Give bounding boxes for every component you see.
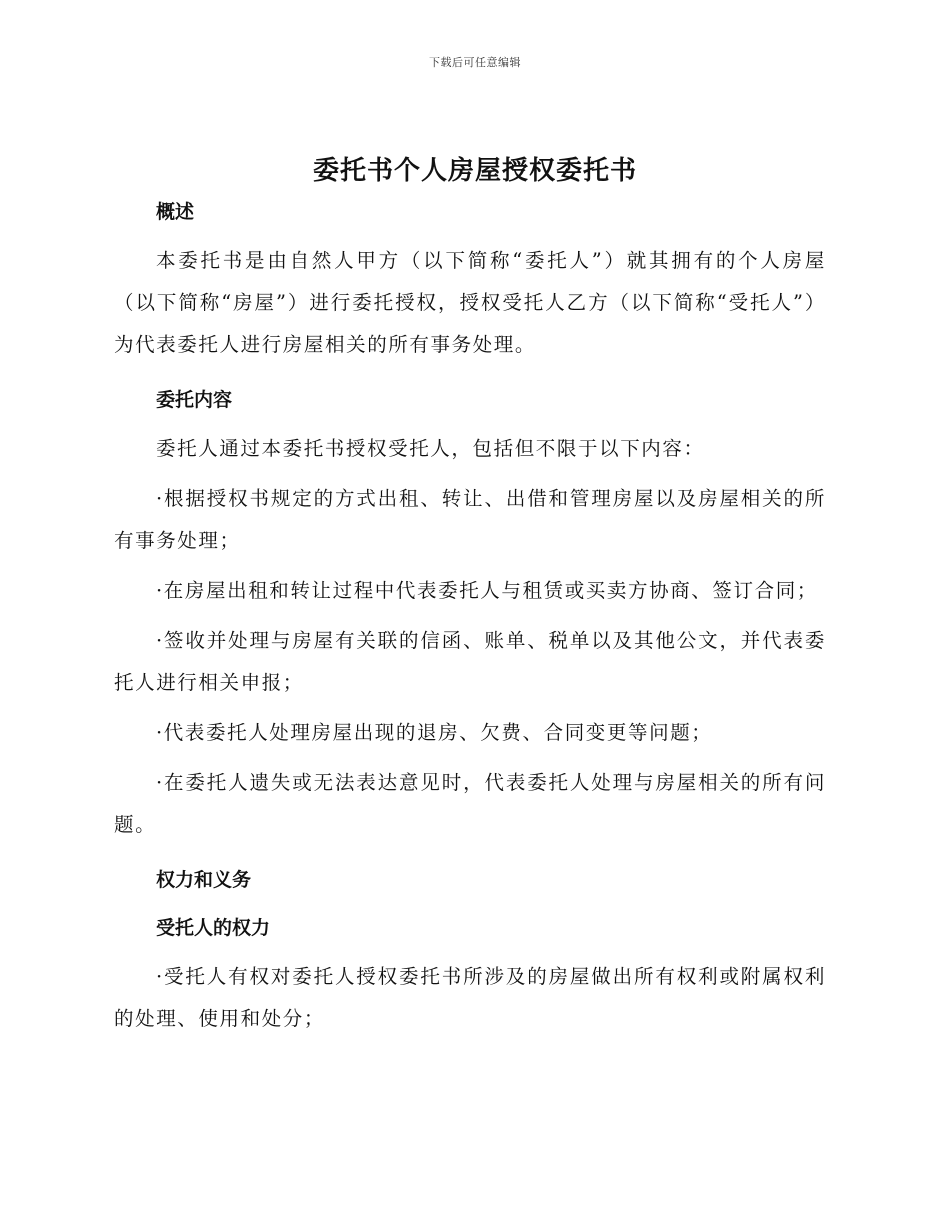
running-header: 下载后可任意编辑: [429, 56, 521, 69]
content-item: ·在委托人遗失或无法表达意见时，代表委托人处理与房屋相关的所有问题。: [114, 771, 826, 836]
rights-item: ·受托人有权对委托人授权委托书所涉及的房屋做出所有权利或附属权利的处理、使用和处分；: [114, 965, 826, 1030]
content-item: ·签收并处理与房屋有关联的信函、账单、税单以及其他公文，并代表委托人进行相关申报；: [114, 629, 826, 694]
overview-paragraph: 本委托书是由自然人甲方（以下简称“委托人”）就其拥有的个人房屋（以下简称“房屋”）进行委托授权，授权受托人乙方（以下简称“受托人”）为代表委托人进行房屋相关的所有事务处理。: [114, 249, 826, 356]
content-item: ·代表委托人处理房屋出现的退房、欠费、合同变更等问题；: [156, 721, 713, 744]
section-heading-overview: 概述: [156, 201, 195, 223]
content-item: ·在房屋出租和转让过程中代表委托人与租赁或买卖方协商、签订合同；: [156, 579, 818, 602]
content-item: ·根据授权书规定的方式出租、转让、出借和管理房屋以及房屋相关的所有事务处理；: [114, 487, 826, 552]
section-heading-content: 委托内容: [156, 389, 233, 411]
subsection-heading-trustee-rights: 受托人的权力: [156, 917, 271, 939]
document-title: 委托书个人房屋授权委托书: [312, 156, 637, 186]
document-body: [114, 198, 826, 1040]
section-heading-rights: 权力和义务: [156, 869, 252, 891]
content-intro: 委托人通过本委托书授权受托人，包括但不限于以下内容：: [156, 437, 705, 460]
